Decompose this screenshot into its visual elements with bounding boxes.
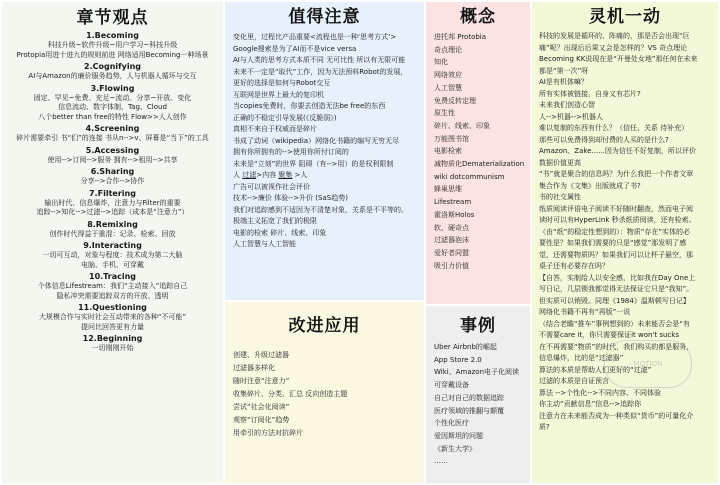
viewpoint-desc: 使用-->订阅-->服务 拥有-->租用-->共享 (47, 155, 178, 164)
inspiration-line: “书”就是聚合的信息吗？为什么我把一个作者文章 (539, 170, 694, 178)
viewpoint-item (5, 84, 220, 123)
inspiration-title: 灵机一动 (589, 7, 661, 27)
concepts-line: 吸引力价值 (434, 261, 469, 270)
improvements-panel (225, 302, 424, 483)
viewpoint-title: 9.Interacting (83, 241, 142, 250)
noteworthy-line: 广告可以被视作社会评价 (233, 182, 310, 191)
cases-line: …… (434, 457, 448, 466)
improvements-line: 创建、升级过滤器 (233, 351, 289, 359)
improvements-line: 尝试“社会化阅读” (233, 403, 290, 411)
viewpoint-desc: 固定、罕见~免费、充足~流动、分享~开放、变化 (33, 93, 192, 102)
noteworthy-line: 电影的检索 碎片、线索、印象 (233, 228, 327, 237)
noteworthy-line: 极端主义拓宽了我们的极限 (233, 217, 317, 225)
noteworthy-line: 当copies免费时，你要去创造无法be free的东西 (233, 102, 386, 110)
noteworthy-line: 变化里，过程比产品重要<流程也是一种‘思考方式’> (233, 33, 397, 41)
inspiration-line: 难以复制的东西有什么？（信任、关系 待补充） (539, 124, 689, 132)
inspiration-line: 觉，还需要物质吗？如果我们可以让杯子悬空，那 (539, 250, 693, 259)
viewpoints-list (2, 31, 223, 354)
noteworthy-list (225, 28, 424, 251)
noteworthy-line: 我们对追踪感到不适因为不清楚对象，关系是不平等的。 (233, 205, 408, 214)
noteworthy-line: 技术-->廉价 体验-->升价 (SaS趋势) (233, 194, 348, 202)
cases-line: 爱因斯坦的问题 (434, 431, 483, 440)
viewpoint-desc: 电脑、手机、可穿戴 (81, 260, 144, 269)
viewpoint-item (5, 31, 220, 60)
viewpoint-title: 2.Cognifying (84, 62, 141, 71)
concepts-title: 概念 (460, 7, 496, 27)
viewpoint-title: 11.Questioning (78, 303, 147, 312)
viewpoint-item (5, 220, 220, 240)
viewpoint-item (5, 189, 220, 218)
viewpoint-desc: 分享-->合作-->协作 (80, 177, 145, 185)
concepts-line: 霍洛斯Holos (434, 210, 475, 219)
viewpoint-title: 1.Becoming (86, 31, 139, 40)
cases-list (426, 337, 530, 468)
improvements-line: 过滤器多样化 (233, 364, 275, 372)
viewpoint-title: 5.Accessing (85, 145, 140, 155)
inspiration-line: 书的社交属性 (539, 193, 581, 201)
viewpoint-desc: 输出时代、信息爆炸，注意力与Filter的重要 (44, 198, 181, 207)
viewpoint-desc: 信息流动、数字体制、Tag、Cloud (58, 103, 167, 111)
noteworthy-line: 未来是“立刻”的世界 阻碍（有-->用）的是权利限制 (233, 159, 394, 168)
noteworthy-panel (225, 2, 424, 300)
cases-line: 可穿戴设备 (434, 381, 469, 390)
viewpoint-item (5, 62, 220, 82)
viewpoint-title: 8.Remixing (87, 219, 138, 229)
noteworthy-title: 值得注意 (288, 7, 361, 27)
improvements-title: 改进应用 (288, 316, 361, 336)
concepts-line: 减物质化Dematerialization (434, 160, 525, 169)
viewpoint-title: 6.Sharing (90, 167, 135, 176)
improvements-list (225, 337, 424, 440)
inspiration-line: 所有实体被链接，自身又有芯片? (539, 89, 641, 98)
concepts-line: Lifestream (434, 198, 472, 207)
viewpoint-desc: AI与Amazon的廉价服务趋势，人与机器人循环与交互 (28, 72, 197, 80)
concepts-line: 知化 (434, 58, 448, 67)
inspiration-line: 痛”呢？出现后后果又会是怎样的？VS 奇点理论 (539, 43, 688, 52)
inspiration-line: 数据价值更高 (539, 158, 581, 167)
concepts-line: 软、硬奇点 (434, 223, 469, 232)
inspiration-line: 注意力在未来能否成为一种类似“货币”的可量化介 (539, 411, 694, 420)
concepts-line: 人工智慧 (434, 83, 462, 92)
inspiration-line: （由“纸”的稳定性想到的）：物质“存在”实体的必 (539, 227, 691, 236)
inspiration-line: 【自答，实制给人以安全感，比如我在Day One上 (539, 273, 696, 282)
inspiration-line: 写日记，几层锁我都觉得无法保证它只是“我知”。 (539, 285, 694, 293)
viewpoint-desc: 大规模合作与实时社会互动带来的各种“不可能” (38, 313, 187, 321)
concepts-line: 网络效应 (434, 71, 462, 80)
improvements-line: 观察“订阅化”趋势 (233, 416, 290, 424)
inspiration-line: 算法的本质是帮助人们更好的“过滤” (539, 365, 652, 374)
inspiration-line: （结合老瞻“推车”事例想到的）未来能否会是“有 (539, 319, 690, 328)
concepts-line: wiki dotcommunism (434, 172, 505, 181)
viewpoints-title: 章节观点 (76, 8, 149, 28)
viewpoint-desc: 科技升级~软件升级~用户学习~科技升级 (47, 41, 178, 49)
viewpoint-desc: Protopia用进十进九的规则前进 网络适用Becoming一种场景 (16, 50, 209, 59)
concepts-panel (426, 2, 530, 304)
inspiration-line: 在不再需要“物质”的时代，我们购买的都是服务， (539, 342, 694, 351)
inspiration-line: 质? (539, 423, 550, 431)
concepts-line: 电影检索 (434, 147, 462, 156)
viewpoint-desc: 一切可互动，对象与程度：技术成为第二大脑 (42, 251, 183, 259)
noteworthy-line: 更好的选择是如何与Robot交互 (233, 79, 331, 87)
cases-line: Uber Airbnb的崛起 (434, 343, 497, 351)
viewpoint-desc: 创作时代得益于重混：记录、检索、回放 (49, 229, 176, 238)
inspiration-line: 网络化书籍不再有“再版”一说 (539, 308, 631, 316)
cases-line: 自己对自己的数据追踪 (434, 393, 504, 402)
inspiration-line: 都是“第一次”呀 (539, 66, 589, 75)
viewpoint-title: 7.Filtering (89, 188, 136, 198)
viewpoint-item (5, 146, 220, 166)
inspiration-line: Becoming KK说现在是“开曼处女地”那任何在未来 (539, 55, 698, 63)
inspiration-list (532, 28, 718, 434)
inspiration-line: 过滤的本质是自证预言 (539, 377, 609, 385)
cases-title: 事例 (460, 316, 496, 336)
inspiration-line: 要性是？如果我们需要的只是“感觉”那发明了感 (539, 239, 687, 247)
inspiration-line: 算法 -->个性化-->不同内容、不同体验 (539, 388, 662, 397)
viewpoints-panel (2, 2, 223, 483)
cases-line: Wiki、Amazon电子化阅读 (434, 368, 520, 377)
noteworthy-line: 未来不一定是“取代”工作，因为无法预料Robot的发展， (233, 67, 408, 76)
improvements-line: 收集碎片、分类、汇总 反向创造主题 (233, 390, 348, 398)
viewpoint-desc: 追踪-->知化-->过滤-->追踪（成本是“注意力”） (36, 208, 189, 216)
concepts-line: 碎片、线索、印象 (434, 121, 490, 130)
concepts-line: 原生性 (434, 109, 455, 118)
inspiration-panel (532, 2, 718, 483)
cases-line: App Store 2.0 (434, 355, 482, 364)
viewpoint-title: 10.Tracing (89, 272, 136, 281)
viewpoint-title: 12.Beginning (82, 334, 143, 343)
inspiration-line: 不需要care it，你只需要保证it won't sucks (539, 331, 679, 339)
viewpoint-item (5, 303, 220, 332)
improvements-line: 随时注意“注意力” (233, 377, 290, 385)
inspiration-line: 你主动“贡献信息”信息-->追踪你 (539, 400, 642, 408)
inspiration-line: AI是有机体嘛？ (539, 78, 588, 86)
noteworthy-line: 书成了动词（wikipedia）网络化书籍的编写无穷无尽 (233, 136, 400, 145)
concepts-line: 奇点理论 (434, 45, 462, 54)
concepts-line: 蜂巢思维 (434, 185, 462, 194)
improvements-line: 用牵引的方法对抗碎片 (233, 429, 303, 437)
inspiration-line: 科技的发展是循环的、阵痛的，那是否会出现“巨 (539, 32, 690, 40)
inspiration-line: 那些可以免费得到却付费的人买的是什么? (539, 135, 669, 144)
inspiration-line: 未来我们创造心智 (539, 101, 595, 109)
viewpoint-title: 4.Screening (85, 124, 140, 133)
viewpoint-item (5, 124, 220, 144)
viewpoint-item (5, 241, 220, 270)
viewpoint-item (5, 167, 220, 187)
concepts-list (426, 28, 530, 272)
viewpoint-desc: 个体信息Lifestream：我们“主动接入”追踪自己 (37, 282, 188, 290)
noteworthy-line: 人 过滤>内容 聚集 >人 (233, 171, 308, 179)
cases-line: 个性化医疗 (434, 419, 469, 428)
viewpoint-desc: 一切刚刚开始 (91, 344, 134, 352)
viewpoint-desc: 隐私冲突需要追踪双方的开放、透明 (56, 291, 169, 300)
cases-line: 医疗领域的推翻与颠覆 (434, 406, 504, 415)
concepts-line: 爱好者同盟 (434, 248, 469, 257)
noteworthy-line: 互联网是世界上最大的复印机 (233, 90, 324, 99)
concepts-line: 万能图书馆 (434, 134, 469, 143)
concepts-line: 过滤器泡沫 (434, 236, 469, 245)
cases-panel (426, 306, 530, 483)
inspiration-line: 人-->机器-->机器人 (539, 112, 603, 121)
noteworthy-line: 真相不来自于权威而是碎片 (233, 125, 317, 133)
noteworthy-line: Google搜索是为了AI而不是vice versa (233, 44, 357, 53)
inspiration-line: 桌子还有必要存在吗？ (539, 262, 609, 270)
viewpoint-desc: 八个better than free的特性 Flow>>人人创作 (38, 112, 187, 121)
viewpoint-title: 3.Flowing (90, 83, 135, 93)
inspiration-line: 纸质阅读评语电子阅读不好随时翻查，然而电子阅 (539, 204, 693, 213)
watermark-logo: MOTION (604, 340, 692, 388)
concepts-line: 免费反转定理 (434, 96, 476, 105)
viewpoint-desc: 碎片需要牵引 书“们”的连接 书从n-->v、屏幕是“当下”的工具 (16, 134, 209, 142)
inspiration-line: 信息爆炸，比的是“过滤器” (539, 354, 624, 362)
inspiration-line: 读时可以有HyperLink 秒杀纸质阅读，还有检索。 (539, 216, 696, 224)
cases-line: 《新生大学》 (434, 444, 476, 453)
concepts-line: 进托邦 Protobia (434, 33, 487, 41)
inspiration-line: 集合作为《文集》出版就成了书? (539, 181, 641, 190)
noteworthy-line: 正确的不稳定引导发展(《反脆弱》) (233, 113, 337, 122)
noteworthy-line: AI与人类的思考方式本质不同 无可比性 所以有无限可能 (233, 56, 406, 64)
inspiration-line: Amazon、Zake......因为信任不好复制，所以评价 (539, 147, 696, 155)
viewpoint-item (5, 272, 220, 301)
noteworthy-line: 人工智慧与人工智能 (233, 240, 296, 248)
viewpoint-desc: 提问比回答更有力量 (81, 322, 144, 331)
viewpoint-item (5, 334, 220, 354)
noteworthy-line: 拥有你所拥有的-->使用你所付订阅的 (233, 148, 349, 156)
inspiration-line: 但实质可以销毁。同理《1984》温斯顿写日记】 (539, 296, 690, 305)
